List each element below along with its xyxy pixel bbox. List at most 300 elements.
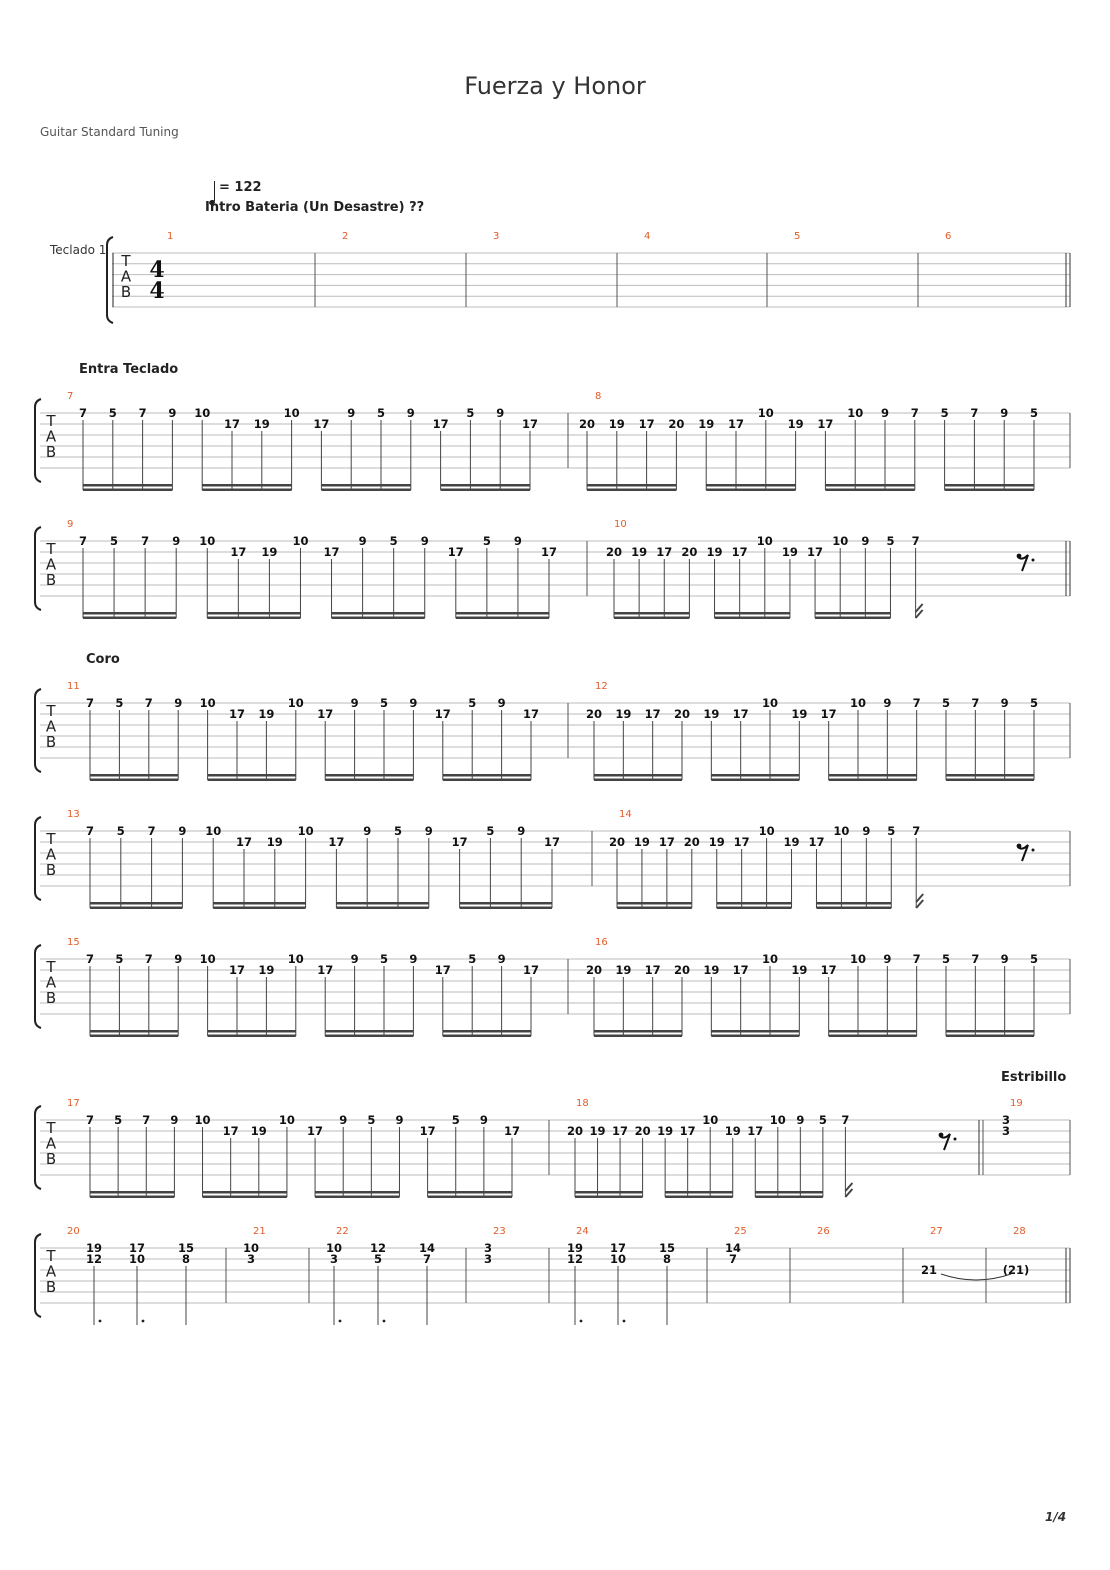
fret-number: 3 xyxy=(1001,1113,1011,1127)
fret-number: 3 xyxy=(1001,1124,1011,1138)
dotted-rest-dot xyxy=(1032,559,1035,562)
note-beam xyxy=(321,484,410,487)
note-beam xyxy=(207,617,300,620)
fret-number: 7 xyxy=(970,406,979,420)
fret-number: 9 xyxy=(174,952,183,966)
fret-number: 19 xyxy=(783,835,800,849)
measure-number: 8 xyxy=(595,391,602,402)
fret-number: 10 xyxy=(758,824,775,838)
note-beam xyxy=(816,907,891,910)
tab-clef-letter: B xyxy=(45,733,57,751)
fret-number: 8 xyxy=(181,1252,191,1266)
fret-number: 10 xyxy=(278,1113,295,1127)
fret-number: 9 xyxy=(1000,696,1009,710)
fret-number: 9 xyxy=(339,1113,348,1127)
fret-number: 17 xyxy=(432,417,449,431)
fret-number: 17 xyxy=(733,835,750,849)
tab-clef-letter: B xyxy=(45,1278,57,1296)
measure-number: 7 xyxy=(67,391,74,402)
measure-number: 1 xyxy=(167,231,174,242)
fret-number: 10 xyxy=(847,406,864,420)
note-beam xyxy=(614,612,689,615)
fret-number: 9 xyxy=(424,824,433,838)
fret-number: 9 xyxy=(497,696,506,710)
fret-number: 20 xyxy=(578,417,596,431)
staff-system xyxy=(35,1098,1070,1198)
fret-number: 19 xyxy=(724,1124,741,1138)
fret-number: 17 xyxy=(451,835,468,849)
fret-number: 17 xyxy=(328,835,345,849)
fret-number: 21 xyxy=(920,1263,938,1277)
fret-number: 5 xyxy=(367,1113,376,1127)
fret-number: 10 xyxy=(849,696,867,710)
tab-clef-letter: T xyxy=(46,1247,56,1265)
fret-number: 10 xyxy=(283,406,300,420)
fret-number: 10 xyxy=(761,696,779,710)
tab-clef-letter: A xyxy=(120,267,132,286)
note-beam xyxy=(614,617,689,620)
fret-number: 5 xyxy=(1029,696,1039,710)
tie-arc xyxy=(941,1274,1011,1280)
fret-number: 10 xyxy=(194,406,211,420)
fret-number: 5 xyxy=(940,406,949,420)
measure-number: 14 xyxy=(619,809,632,820)
note-beam xyxy=(825,484,914,487)
fret-number: 5 xyxy=(1029,952,1039,966)
tab-clef-letter: T xyxy=(46,1119,56,1137)
fret-number: 17 xyxy=(223,417,241,431)
measure-number: 20 xyxy=(67,1226,80,1237)
note-beam xyxy=(208,1030,296,1033)
fret-number: 9 xyxy=(178,824,187,838)
fret-number: 19 xyxy=(258,707,275,721)
tab-clef-letter: A xyxy=(45,845,57,864)
note-beam xyxy=(83,617,176,620)
fret-number: 10 xyxy=(757,406,774,420)
system-bracket xyxy=(35,527,41,610)
fret-number: 19 xyxy=(791,707,808,721)
fret-number: 17 xyxy=(807,545,824,559)
tab-clef-letter: T xyxy=(46,958,56,976)
fret-number: 20 xyxy=(683,835,700,849)
section-label-entra-teclado: Entra Teclado xyxy=(79,362,179,377)
fret-number: 5 xyxy=(818,1113,827,1127)
fret-number: 17 xyxy=(447,545,464,559)
system-bracket xyxy=(107,237,113,323)
section-label-coro: Coro xyxy=(86,652,120,667)
fret-number: 9 xyxy=(479,1113,488,1127)
note-beam xyxy=(456,617,549,620)
tab-clef-letter: T xyxy=(46,412,56,430)
system-bracket xyxy=(35,817,41,900)
fret-number: 10 xyxy=(769,1113,786,1127)
note-beam xyxy=(90,907,182,910)
fret-number: 5 xyxy=(468,696,477,710)
fret-number: 17 xyxy=(434,707,451,721)
time-signature-top: 4 xyxy=(149,257,165,283)
fret-number: 17 xyxy=(128,1241,146,1255)
note-beam xyxy=(945,489,1034,492)
note-beam xyxy=(825,489,914,492)
fret-number: 7 xyxy=(147,824,156,838)
fret-number: 9 xyxy=(883,952,892,966)
note-beam xyxy=(575,1191,643,1194)
fret-number: 9 xyxy=(409,952,418,966)
note-beam xyxy=(717,902,792,905)
fret-number: 9 xyxy=(350,696,359,710)
fret-number: 10 xyxy=(199,952,216,966)
measure-number: 28 xyxy=(1013,1226,1026,1237)
tab-clef-letter: A xyxy=(45,717,57,736)
measure-number: 23 xyxy=(493,1226,506,1237)
note-beam xyxy=(815,617,890,620)
fret-number: 5 xyxy=(1029,406,1039,420)
note-beam xyxy=(207,612,300,615)
tab-clef-letter: T xyxy=(46,702,56,720)
fret-number: 9 xyxy=(350,952,359,966)
note-beam xyxy=(711,1035,799,1038)
fret-number: 17 xyxy=(732,707,749,721)
note-beam xyxy=(815,612,890,615)
fret-number: 7 xyxy=(728,1252,738,1266)
fret-number: 17 xyxy=(522,707,540,721)
rest-dot xyxy=(939,1133,944,1138)
fret-number: 10 xyxy=(287,696,304,710)
fret-number: 17 xyxy=(307,1124,324,1138)
note-beam xyxy=(208,1035,296,1038)
fret-number: 17 xyxy=(419,1124,436,1138)
fret-number: 10 xyxy=(325,1241,343,1255)
duration-dot xyxy=(580,1320,583,1323)
fret-number: 5 xyxy=(116,824,125,838)
measure-number: 6 xyxy=(945,231,952,242)
note-beam xyxy=(829,1035,917,1038)
note-beam xyxy=(441,489,530,492)
note-beam xyxy=(441,484,530,487)
staff-system xyxy=(35,391,1070,491)
fret-number: 20 xyxy=(605,545,623,559)
system-bracket xyxy=(35,945,41,1028)
fret-number: 17 xyxy=(543,835,561,849)
measure-number: 19 xyxy=(1010,1098,1023,1109)
note-beam xyxy=(755,1196,823,1199)
note-beam xyxy=(594,1035,682,1038)
fret-number: 10 xyxy=(849,952,867,966)
system-bracket xyxy=(35,1234,41,1317)
system-bracket xyxy=(35,399,41,482)
measure-number: 9 xyxy=(67,519,74,530)
note-beam xyxy=(460,907,552,910)
fret-number: 19 xyxy=(708,835,725,849)
measure-number: 27 xyxy=(930,1226,943,1237)
measure-number: 15 xyxy=(67,937,80,948)
fret-number: 9 xyxy=(513,534,522,548)
fret-number: 9 xyxy=(409,696,418,710)
fret-number: 19 xyxy=(787,417,804,431)
fret-number: 17 xyxy=(540,545,558,559)
note-beam xyxy=(208,779,296,782)
fret-number: 20 xyxy=(673,963,691,977)
staff-system xyxy=(35,937,1070,1037)
fret-number: 17 xyxy=(522,963,540,977)
fret-number: 15 xyxy=(177,1241,195,1255)
fret-number: 17 xyxy=(820,707,837,721)
note-beam xyxy=(706,489,795,492)
fret-number: 17 xyxy=(638,417,655,431)
fret-number: 9 xyxy=(395,1113,404,1127)
note-beam xyxy=(575,1196,643,1199)
note-beam xyxy=(315,1196,399,1199)
duration-dot xyxy=(623,1320,626,1323)
fret-number: 17 xyxy=(434,963,451,977)
fret-number: 7 xyxy=(910,406,919,420)
note-beam xyxy=(946,1030,1034,1033)
fret-number: 7 xyxy=(85,696,95,710)
fret-number: 20 xyxy=(585,963,603,977)
note-beam xyxy=(715,612,790,615)
tempo-marking: = 122 xyxy=(219,180,262,195)
fret-number: 5 xyxy=(373,1252,383,1266)
note-beam xyxy=(443,774,531,777)
fret-number: 7 xyxy=(971,696,980,710)
fret-number: 19 xyxy=(250,1124,267,1138)
measure-number: 22 xyxy=(336,1226,349,1237)
fret-number: 17 xyxy=(644,963,661,977)
note-beam xyxy=(617,902,692,905)
note-beam xyxy=(755,1191,823,1194)
fret-number: 7 xyxy=(85,824,95,838)
note-beam xyxy=(443,1030,531,1033)
fret-number: 19 xyxy=(615,707,632,721)
fret-number: 10 xyxy=(292,534,309,548)
measure-number: 3 xyxy=(493,231,500,242)
note-beam xyxy=(90,902,182,905)
note-beam xyxy=(325,1030,413,1033)
tab-clef-letter: B xyxy=(45,861,57,879)
note-beam xyxy=(83,612,176,615)
fret-number: 20 xyxy=(585,707,603,721)
note-beam xyxy=(711,1030,799,1033)
fret-number: 10 xyxy=(199,696,216,710)
note-beam xyxy=(90,1030,178,1033)
note-beam xyxy=(336,907,428,910)
fret-number: 17 xyxy=(808,835,825,849)
fret-number: 19 xyxy=(615,963,632,977)
fret-number: 10 xyxy=(194,1113,211,1127)
duration-dot xyxy=(99,1320,102,1323)
fret-number: 9 xyxy=(861,534,870,548)
fret-number: 17 xyxy=(679,1124,696,1138)
note-beam xyxy=(90,1035,178,1038)
note-beam xyxy=(594,779,682,782)
fret-number: 20 xyxy=(634,1124,651,1138)
fret-number: 17 xyxy=(727,417,745,431)
note-beam xyxy=(83,484,172,487)
staff-system xyxy=(35,681,1070,781)
tab-clef-letter: B xyxy=(45,443,57,461)
fret-number: 19 xyxy=(266,835,283,849)
fret-number: 9 xyxy=(170,1113,179,1127)
fret-number: 9 xyxy=(363,824,372,838)
fret-number: 10 xyxy=(832,534,849,548)
note-beam xyxy=(829,774,917,777)
fret-number: 5 xyxy=(482,534,491,548)
tab-clef-letter: A xyxy=(45,1262,57,1281)
note-beam xyxy=(202,489,291,492)
fret-number: 17 xyxy=(732,963,749,977)
fret-number: 9 xyxy=(796,1113,805,1127)
page-title: Fuerza y Honor xyxy=(464,72,646,100)
note-beam xyxy=(336,902,428,905)
fret-number: 14 xyxy=(418,1241,436,1255)
fret-number: 10 xyxy=(297,824,314,838)
fret-number: 19 xyxy=(633,835,650,849)
fret-number: 17 xyxy=(222,1124,239,1138)
note-beam xyxy=(456,612,549,615)
fret-number: 17 xyxy=(658,835,675,849)
fret-number: 9 xyxy=(347,406,356,420)
note-beam xyxy=(594,774,682,777)
fret-number: 7 xyxy=(78,406,88,420)
fret-number: 17 xyxy=(313,417,330,431)
fret-number: 3 xyxy=(246,1252,256,1266)
note-beam xyxy=(706,484,795,487)
fret-number: 19 xyxy=(589,1124,606,1138)
note-beam xyxy=(816,902,891,905)
fret-number: 17 xyxy=(503,1124,521,1138)
fret-number: 7 xyxy=(85,952,95,966)
tab-clef-letter: A xyxy=(45,1134,57,1153)
fret-number: 17 xyxy=(820,963,837,977)
fret-number: 8 xyxy=(662,1252,672,1266)
duration-dot xyxy=(383,1320,386,1323)
measure-number: 12 xyxy=(595,681,608,692)
fret-number: 5 xyxy=(110,534,119,548)
fret-number: 20 xyxy=(681,545,698,559)
fret-number: 7 xyxy=(912,952,921,966)
staff-systems xyxy=(35,231,1070,1325)
measure-number: 18 xyxy=(576,1098,589,1109)
fret-number: 5 xyxy=(941,696,951,710)
fret-number: 15 xyxy=(658,1241,676,1255)
fret-number: 7 xyxy=(144,696,153,710)
measure-number: 21 xyxy=(253,1226,266,1237)
fret-number: 17 xyxy=(644,707,661,721)
note-beam xyxy=(203,1196,287,1199)
fret-number: 5 xyxy=(941,952,951,966)
note-beam xyxy=(90,779,178,782)
fret-number: 5 xyxy=(389,534,398,548)
note-beam xyxy=(325,1035,413,1038)
fret-number: 20 xyxy=(608,835,626,849)
fret-number: 10 xyxy=(287,952,304,966)
fret-number: 7 xyxy=(971,952,980,966)
note-beam xyxy=(202,484,291,487)
fret-number: 19 xyxy=(698,417,715,431)
measure-number: 11 xyxy=(67,681,80,692)
note-beam xyxy=(203,1191,287,1194)
note-beam xyxy=(332,612,425,615)
fret-number: 7 xyxy=(142,1113,151,1127)
measure-number: 24 xyxy=(576,1226,589,1237)
note-beam xyxy=(428,1191,512,1194)
fret-number: 19 xyxy=(85,1241,103,1255)
tab-clef-letter: B xyxy=(45,989,57,1007)
tab-clef-letter: B xyxy=(120,283,132,301)
fret-number: 7 xyxy=(85,1113,95,1127)
fret-number: 9 xyxy=(862,824,871,838)
note-beam xyxy=(665,1191,733,1194)
fret-number: 20 xyxy=(668,417,685,431)
fret-number: 9 xyxy=(496,406,505,420)
staff-system xyxy=(35,519,1070,619)
note-beam xyxy=(617,907,692,910)
page-number: 1/4 xyxy=(1045,1510,1067,1524)
measure-number: 2 xyxy=(342,231,349,242)
fret-number: 9 xyxy=(406,406,415,420)
fret-number: 5 xyxy=(379,696,389,710)
note-beam xyxy=(90,1196,174,1199)
fret-number: 10 xyxy=(833,824,850,838)
fret-number: 10 xyxy=(242,1241,260,1255)
fret-number: 9 xyxy=(883,696,892,710)
fret-number: 10 xyxy=(199,534,216,548)
fret-number: 9 xyxy=(358,534,367,548)
fret-number: 19 xyxy=(566,1241,584,1255)
note-beam xyxy=(665,1196,733,1199)
note-beam xyxy=(213,907,305,910)
measure-number: 17 xyxy=(67,1098,80,1109)
tab-clef-letter: B xyxy=(45,1150,57,1168)
fret-number: 9 xyxy=(168,406,177,420)
fret-number: 7 xyxy=(841,1113,850,1127)
system-bracket xyxy=(35,1106,41,1189)
fret-number: 7 xyxy=(141,534,150,548)
note-beam xyxy=(945,484,1034,487)
fret-number: 19 xyxy=(781,545,798,559)
fret-number: 12 xyxy=(369,1241,387,1255)
fret-number: 19 xyxy=(631,545,648,559)
fret-number: 17 xyxy=(731,545,748,559)
note-beam xyxy=(443,779,531,782)
measure-number: 25 xyxy=(734,1226,747,1237)
fret-number: 5 xyxy=(115,952,124,966)
fret-number: 9 xyxy=(174,696,183,710)
fret-number: 10 xyxy=(756,534,773,548)
fret-number: 14 xyxy=(724,1241,742,1255)
note-beam xyxy=(587,489,676,492)
note-beam xyxy=(83,489,172,492)
fret-number: 17 xyxy=(656,545,673,559)
fret-number: 17 xyxy=(323,545,340,559)
fret-number: 19 xyxy=(261,545,278,559)
note-beam xyxy=(829,779,917,782)
note-beam xyxy=(90,1191,174,1194)
rest-dot xyxy=(1017,554,1022,559)
fret-number: 9 xyxy=(420,534,429,548)
tab-clef-letter: T xyxy=(46,830,56,848)
fret-number: 5 xyxy=(887,824,896,838)
note-beam xyxy=(208,774,296,777)
note-beam xyxy=(711,774,799,777)
fret-number: 19 xyxy=(657,1124,674,1138)
fret-number: 5 xyxy=(451,1113,460,1127)
measure-number: 10 xyxy=(614,519,627,530)
tab-clef-letter: A xyxy=(45,427,57,446)
dotted-rest-dot xyxy=(954,1138,957,1141)
note-beam xyxy=(829,1030,917,1033)
fret-number: 7 xyxy=(138,406,147,420)
